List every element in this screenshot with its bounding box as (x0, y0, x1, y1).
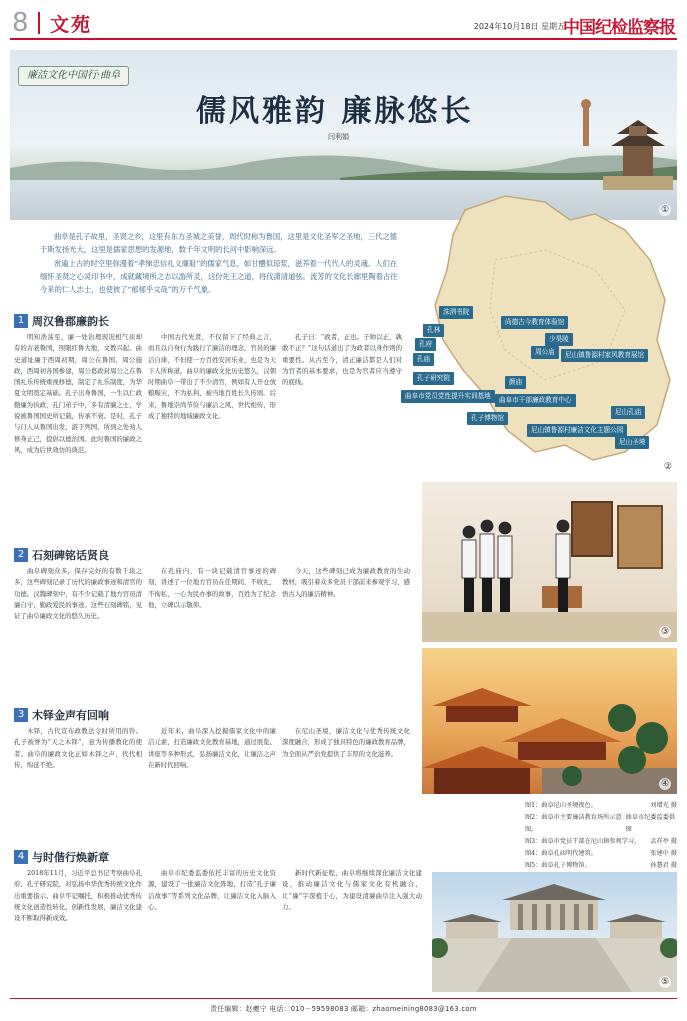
map-label: 孔林 (423, 324, 444, 337)
section-heading (14, 846, 234, 864)
text-column (282, 332, 402, 492)
text-column (148, 726, 276, 836)
photo-marker: ④ (660, 779, 670, 789)
caption-row (525, 812, 677, 836)
paragraph: 今天，这些碑刻已成为廉政教育的生动教材，吸引着众多党员干部前来参观学习，感悟古人的廉洁精神。 (282, 567, 410, 598)
paragraph: 中国古代先贤，不仅留下了经典之言，而且以自身行为践行了廉洁的理念，官员的廉洁自律，不但使一方百姓安居乐业，也是为天下人所称道。曲阜的廉政文化历史悠久，汉朝时期曲阜一带出了不少清官，例如有人开仓放粮赈灾，不为私利，被当地百姓长久传颂。后来，鲁地崇尚节俭与廉洁之风，世代相传，形成了独特的地域廉政文化。 (148, 333, 276, 421)
caption-row (525, 848, 677, 860)
map-label: 尼山孔庙 (611, 406, 645, 419)
section-number: 3 (14, 708, 28, 722)
photo-captions (525, 800, 677, 868)
page-number: 8 (12, 8, 29, 38)
map-label: 尼山镇鲁源村家风教育展馆 (561, 349, 648, 362)
intro-paragraph: 曲阜是孔子故里，圣贤之乡，这里有东方圣城之美誉，周代时称为鲁国，这里是文化圣军之圣地，三代之德于斯发扬光大，这里是儒家思想的发源地，数千年文明的长河中影响深远。 (40, 232, 397, 254)
paragraph: 在孔庙内，有一块记载清官事迹的碑刻，讲述了一位地方官员在任期间，不收礼，不徇私，一心为民办事的故事，百姓为了纪念他，立碑以示敬仰。 (148, 567, 276, 609)
page-header (10, 6, 677, 40)
article-author: 闫利娟 (328, 133, 349, 141)
series-tag: 廉洁文化中国行·曲阜 (18, 66, 129, 86)
paragraph: 孔子曰：“政者，正也。子帅以正，孰敢不正？”这句话道出了为政者以身作则的重要性。从古至今，清正廉洁都是人们对为官者的基本要求，也是为官者应当遵守的底线。 (282, 333, 402, 387)
text-column (282, 868, 422, 990)
tower-illustration (576, 96, 596, 146)
caption-text: 图1：曲阜尼山圣境夜色。 (525, 802, 597, 809)
text-column (14, 566, 142, 696)
text-column (282, 566, 410, 646)
text-column (148, 868, 276, 990)
section-heading-text: 木铎金声有回响 (32, 708, 109, 722)
newspaper-logo: 中国纪检监察报 (563, 18, 675, 38)
exhibition-scene (422, 482, 677, 642)
paragraph: 2018年11月，习近平总书记考察曲阜孔府、孔子研究院，对弘扬中华优秀传统文化作出重要指示。曲阜牢记嘱托，积极推动优秀传统文化创造性转化、创新性发展，廉洁文化建设不断取得新成效。 (14, 869, 142, 923)
map-label: 周公庙 (531, 346, 559, 359)
caption-credit: 曲阜市纪委监委供图 (625, 814, 676, 833)
section-number: 4 (14, 850, 28, 864)
photo-marker: ③ (660, 627, 670, 637)
map-label: 尼山镇鲁源村廉洁文化主题公园 (527, 424, 627, 437)
page-footer: 责任编辑：赵夔宁 电话：010－59598083 邮箱：zhaomeining8083@163.com (10, 998, 677, 1013)
paragraph: 近年来，曲阜深入挖掘儒家文化中的廉洁元素，打造廉政文化教育基地，通过展览、讲座等多种形式，弘扬廉洁文化，让廉洁之声在新时代回响。 (148, 727, 276, 769)
section-heading (14, 544, 234, 562)
map-label: 孔子博物馆 (467, 412, 508, 425)
map-label: 曲阜市干部廉政教育中心 (495, 394, 576, 407)
caption-text: 图2：曲阜市主要廉洁教育场所示意图。 (525, 814, 622, 833)
section-number: 2 (14, 548, 28, 562)
map-label: 孔庙 (413, 353, 434, 366)
text-column (282, 726, 410, 836)
caption-credit: 孟祥亭 摄 (650, 838, 677, 845)
caption-text: 图4：曲阜孔庙明代建筑。 (525, 850, 597, 857)
issue-date: 2024年10月18日 星期五 (473, 22, 565, 31)
map-marker: ② (663, 462, 672, 472)
site-map (395, 190, 680, 470)
caption-text: 图5：曲阜孔子博物馆。 (525, 862, 591, 869)
map-label: 颜庙 (505, 376, 526, 389)
section-heading-text: 周汉鲁郡廉韵长 (32, 314, 109, 328)
museum-building-illustration (432, 872, 677, 992)
temple-roofs-illustration (422, 648, 677, 794)
section-heading-text: 石刻碑铭话贤良 (32, 548, 109, 562)
article-title: 儒风雅韵 廉脉悠长 (196, 94, 474, 129)
caption-credit: 刘增光 摄 (650, 802, 677, 809)
map-label: 孔子研究院 (413, 372, 454, 385)
paragraph: 曲阜碑刻众多，保存完好的有数千块之多，这些碑刻记录了历代的廉政事迹和清官的功德。汉魏碑刻中，有不少记载了地方官员清廉自守、勤政爱民的事迹。这些石刻碑铭，见证了曲阜廉政文化的悠久历史。 (14, 567, 142, 621)
temple-photo (422, 648, 677, 794)
article-intro (40, 230, 402, 297)
map-label: 孔府 (415, 338, 436, 351)
caption-credit: 孙慧君 摄 (650, 862, 677, 869)
photo-marker: ⑤ (660, 977, 670, 987)
paragraph: 明知浩荡至，廉一处治理现况相气质却有的古老鲁国，照眼红鲁大地，文教兴起。曲史道址廉于西周初期，周公在鲁国，周公施政，西周初各国参建，周公葛政封周公之在鲁国礼乐传统重视修德，制定了礼乐制度，为华夏文明奠定基础。孔子出身鲁国，一生以仁政勤廉为执政，孔门弟子中，多有清廉之士，学说被鲁国国史所记载，传承不衰。是时，孔子与门人从鲁国出发，游于列国，所到之处劝人修身正己，提倡以德治国。此时鲁国的廉政之风，成为后世效仿的典范。 (14, 333, 142, 454)
section-heading-text: 与时偕行焕新章 (32, 850, 109, 864)
intro-paragraph: 赏遍上古的时空里弥漫着“孝悌忠信礼义廉耻”的儒家气息，如甘醴似琼浆，滋养着一代代人的灵魂。人们在缅怀圣贤之心灵印书中，成就藏境所之志以游所灵，这份先王之道，将伐潇清道弦。流芳的文化长廊里陶着古往今来的仁人志士，也使彼了“郁郁乎文哉”的万千气象。 (40, 259, 398, 294)
museum-photo (432, 872, 677, 992)
map-label: 少昊陵 (545, 333, 573, 346)
section-title: 文苑 (50, 14, 93, 36)
caption-row (525, 860, 677, 872)
caption-text: 图3：曲阜市党员干部在尼山镇参观学习。 (525, 838, 641, 845)
text-column (148, 566, 276, 696)
section-heading (14, 310, 234, 328)
paragraph: 新时代新征程，曲阜将继续深化廉洁文化建设，推动廉洁文化与儒家文化有机融合，让“廉”字深植于心，为建设清廉曲阜注入强大动力。 (282, 869, 422, 911)
photo-marker: ① (660, 205, 670, 215)
paragraph: 曲阜市纪委监委依托丰富的历史文化资源，建设了一批廉洁文化阵地，打造“孔子廉洁故事”等系列文化品牌，让廉洁文化入脑入心。 (148, 869, 276, 911)
text-column (14, 726, 142, 836)
section-heading (14, 704, 234, 722)
text-column (14, 868, 142, 990)
map-label: 洙泗书院 (439, 306, 473, 319)
caption-row (525, 836, 677, 848)
text-column (14, 332, 142, 540)
text-column (148, 332, 276, 540)
section-number: 1 (14, 314, 28, 328)
paragraph: 木铎，古代宣布政教法令时所用的铃。孔子被誉为“天之木铎”，意为传播教化的使者。曲阜的廉政文化正如木铎之声，代代相传，绵延不绝。 (14, 727, 142, 769)
section-divider (38, 12, 40, 34)
map-label: 曲阜市党员党性提升实训基地 (401, 390, 495, 403)
map-label: 尚德古今教育体验馆 (501, 316, 568, 329)
map-label: 尼山圣境 (615, 436, 649, 449)
caption-row (525, 800, 677, 812)
pagoda-illustration (603, 90, 673, 190)
exhibition-photo (422, 482, 677, 642)
caption-credit: 张建中 摄 (650, 850, 677, 857)
paragraph: 在尼山圣境，廉洁文化与优秀传统文化深度融合，形成了独具特色的廉政教育品牌，为全面从严治党提供了丰厚的文化滋养。 (282, 727, 410, 758)
